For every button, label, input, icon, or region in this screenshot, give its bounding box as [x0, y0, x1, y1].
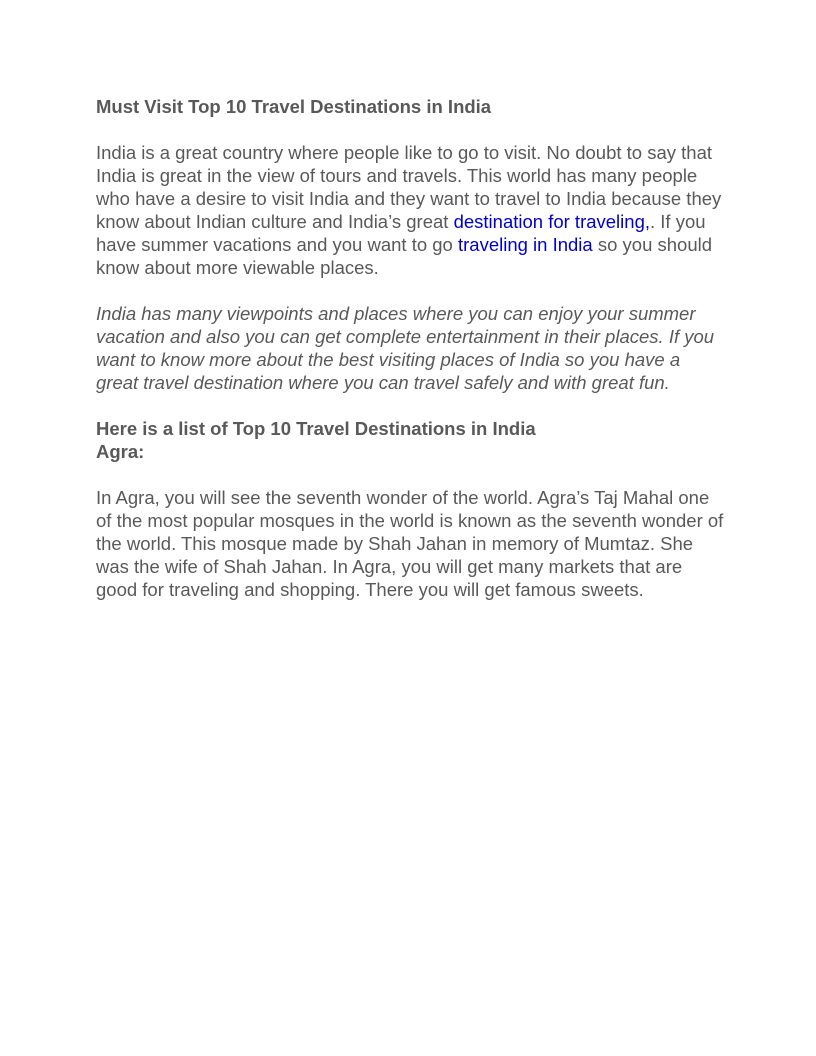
intro-text-1: India is a great country where people like to go to visit. No doubt to say that India is great in the view of tours and travels. This world has many people who have a desire to visit India and they want to travel to India because they know about Indian culture and India’s great: [96, 142, 722, 232]
document-title: Must Visit Top 10 Travel Destinations in India: [96, 96, 492, 117]
italic-paragraph: India has many viewpoints and places where you can enjoy your summer vacation and also you can get complete entertainment in their places. If you want to know more about the best visiting places of India so you have a great travel destination where you can travel safely and with great fun.: [96, 303, 715, 393]
agra-paragraph: In Agra, you will see the seventh wonder of the world. Agra’s Taj Mahal one of the most popular mosques in the world is known as the seventh wonder of the world. This mosque made by Shah Jahan in memory of Mumtaz. She was the wife of Shah Jahan. In Agra, you will get many markets that are good for traveling and shopping. There you will get famous sweets.: [96, 487, 724, 600]
intro-text-2: . If you have summer vacations and you want to go: [96, 211, 706, 255]
spacer: [96, 463, 726, 486]
spacer: [96, 394, 726, 417]
list-heading: Here is a list of Top 10 Travel Destinations in India: [96, 418, 536, 439]
document-page: [96, 95, 726, 601]
spacer: [96, 279, 726, 302]
destination-link[interactable]: destination for traveling,: [453, 211, 650, 232]
section-heading-agra: Agra:: [96, 441, 145, 462]
traveling-in-india-link[interactable]: traveling in India: [457, 234, 593, 255]
intro-paragraph: [96, 141, 726, 279]
spacer: [96, 118, 726, 141]
intro-text-3: so you should know about more viewable places.: [96, 234, 713, 278]
